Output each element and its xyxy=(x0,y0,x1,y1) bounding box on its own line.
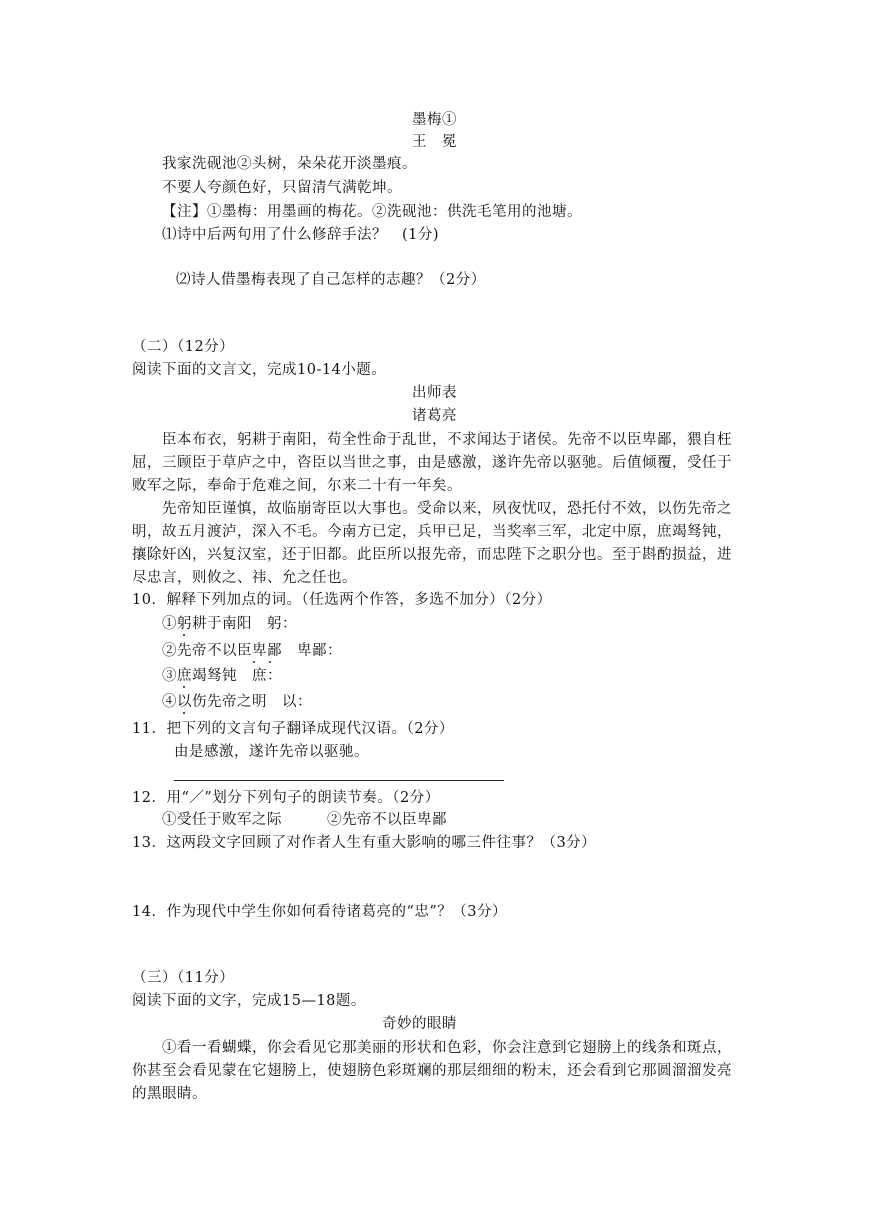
q12-sentence-a: ①受任于败军之际 xyxy=(162,812,282,828)
emphasis-dot xyxy=(253,661,255,663)
answer-line xyxy=(174,780,504,781)
passage-line: 屈，三顾臣于草庐之中，咨臣以当世之事，由是感激，遂许先帝以驱驰。后值倾覆，受任于 xyxy=(132,455,732,471)
passage-line: 你甚至会看见蒙在它翅膀上，使翅膀色彩斑斓的那层细细的粉末，还会看到它那圆溜溜发亮 xyxy=(132,1063,732,1079)
emphasis-dot xyxy=(183,634,185,636)
passage-line: 先帝知臣谨慎，故临崩寄臣以大事也。受命以来，夙夜忧叹，恐托付不效，以伤先帝之 xyxy=(162,501,732,517)
chushibiao-author: 诸葛亮 xyxy=(412,408,457,424)
poem-note: 【注】①墨梅：用墨画的梅花。②洗砚池：供洗毛笔用的池塘。 xyxy=(162,204,582,220)
q10-item-2: ②先帝不以臣卑鄙 卑鄙： xyxy=(162,643,342,659)
emphasis-dot xyxy=(269,661,271,663)
passage-line: 臣本布衣，躬耕于南阳，苟全性命于乱世，不求闻达于诸侯。先帝不以臣卑鄙，猥自枉 xyxy=(162,432,732,448)
q10-item-3: ③庶竭驽钝 庶： xyxy=(162,668,282,684)
poem-line-2: 不要人夸颜色好，只留清气满乾坤。 xyxy=(162,180,402,196)
q12-sentence-b: ②先帝不以臣卑鄙 xyxy=(327,812,447,828)
question-12: 12．用“／”划分下列句子的朗读节奏。（2分） xyxy=(132,790,440,806)
passage-line: 明，故五月渡泸，深入不毛。今南方已定，兵甲已足，当奖率三军，北定中原，庶竭驽钝， xyxy=(132,524,732,540)
passage-line: ①看一看蝴蝶，你会看见它那美丽的形状和色彩，你会注意到它翅膀上的线条和斑点， xyxy=(162,1040,732,1056)
chushibiao-title: 出师表 xyxy=(412,385,457,401)
section2-heading: （二）（12分） xyxy=(132,339,235,355)
emphasis-dot xyxy=(183,712,185,714)
section2-instruction: 阅读下面的文言文，完成10-14小题。 xyxy=(132,362,387,378)
q11-sentence: 由是感激，遂许先帝以驱驰。 xyxy=(174,744,369,760)
question-11: 11．把下列的文言句子翻译成现代汉语。（2分） xyxy=(132,721,454,737)
poem-question-1: ⑴诗中后两句用了什么修辞手法？ (1分) xyxy=(162,227,440,243)
poem-author: 王 冕 xyxy=(412,134,457,150)
question-14: 14．作为现代中学生你如何看待诸葛亮的“忠”？（3分） xyxy=(132,904,507,920)
poem-title: 墨梅① xyxy=(412,112,457,128)
q10-item-1: ①躬耕于南阳 躬： xyxy=(162,616,297,632)
passage-line: 攘除奸凶，兴复汉室，还于旧都。此臣所以报先帝，而忠陛下之职分也。至于斟酌损益，进 xyxy=(132,547,732,563)
q10-item-4: ④以伤先帝之明 以： xyxy=(162,694,312,710)
section3-instruction: 阅读下面的文字，完成15—18题。 xyxy=(132,993,366,1009)
passage-line: 的黑眼睛。 xyxy=(132,1086,207,1102)
question-10: 10．解释下列加点的词。（任选两个作答，多选不加分）（2分） xyxy=(132,592,552,608)
question-13: 13．这两段文字回顾了对作者人生有重大影响的哪三件往事？（3分） xyxy=(132,835,597,851)
emphasis-dot xyxy=(183,686,185,688)
section3-heading: （三）（11分） xyxy=(132,970,235,986)
poem-line-1: 我家洗砚池②头树，朵朵花开淡墨痕。 xyxy=(162,156,417,172)
passage-line: 败军之际，奉命于危难之间，尔来二十有一年矣。 xyxy=(132,478,462,494)
poem-question-2: ⑵诗人借墨梅表现了自己怎样的志趣？（2分） xyxy=(176,272,486,288)
passage-line: 尽忠言，则攸之、祎、允之任也。 xyxy=(132,570,357,586)
qimiao-title: 奇妙的眼睛 xyxy=(382,1016,457,1032)
